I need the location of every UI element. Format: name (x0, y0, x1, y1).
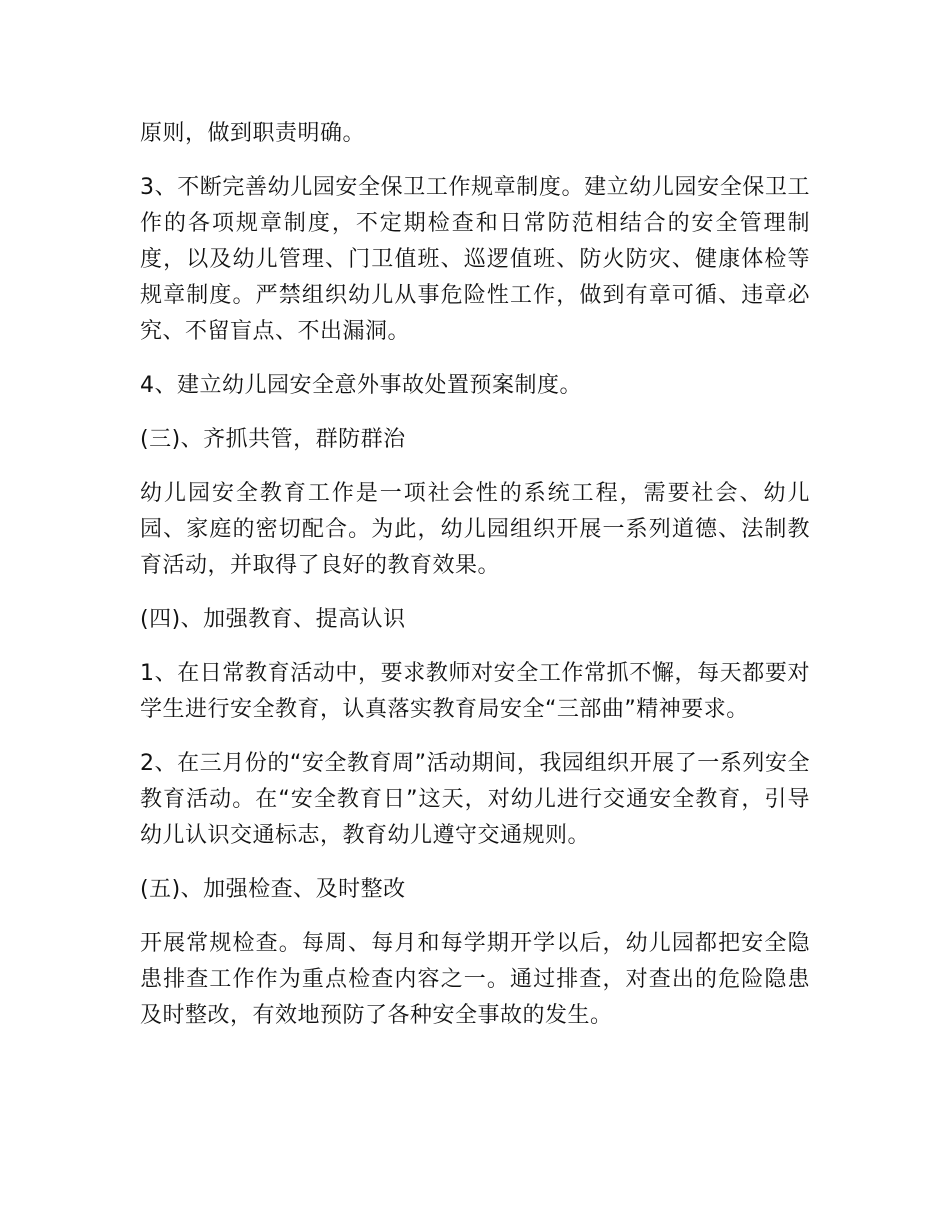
paragraph-2: 3、不断完善幼儿园安全保卫工作规章制度。建立幼儿园安全保卫工作的各项规章制度，不定期检查和日常防范相结合的安全管理制度，以及幼儿管理、门卫值班、巡逻值班、防火防灾、健康体检等规章制度。严禁组织幼儿从事危险性工作，做到有章可循、违章必究、不留盲点、不出漏洞。 (140, 175, 810, 344)
section-heading-5: (五)、加强检查、及时整改 (140, 877, 406, 902)
document-body (140, 116, 810, 1052)
section-heading-4: (四)、加强教育、提高认识 (140, 607, 406, 632)
section-heading-3: (三)、齐抓共管，群防群治 (140, 427, 406, 452)
paragraph-4: 幼儿园安全教育工作是一项社会性的系统工程，需要社会、幼儿园、家庭的密切配合。为此，幼儿园组织开展一系列道德、法制教育活动，并取得了良好的教育效果。 (140, 481, 810, 578)
paragraph-3: 4、建立幼儿园安全意外事故处置预案制度。 (140, 373, 582, 398)
paragraph-7: 开展常规检查。每周、每月和每学期开学以后，幼儿园都把安全隐患排查工作作为重点检查内容之一。通过排查，对查出的危险隐患及时整改，有效地预防了各种安全事故的发生。 (140, 931, 810, 1028)
paragraph-1: 原则，做到职责明确。 (140, 121, 366, 146)
paragraph-5: 1、在日常教育活动中，要求教师对安全工作常抓不懈，每天都要对学生进行安全教育，认真落实教育局安全“三部曲”精神要求。 (140, 661, 810, 722)
paragraph-6: 2、在三月份的“安全教育周”活动期间，我园组织开展了一系列安全教育活动。在“安全教育日”这天，对幼儿进行交通安全教育，引导幼儿认识交通标志，教育幼儿遵守交通规则。 (140, 751, 810, 848)
